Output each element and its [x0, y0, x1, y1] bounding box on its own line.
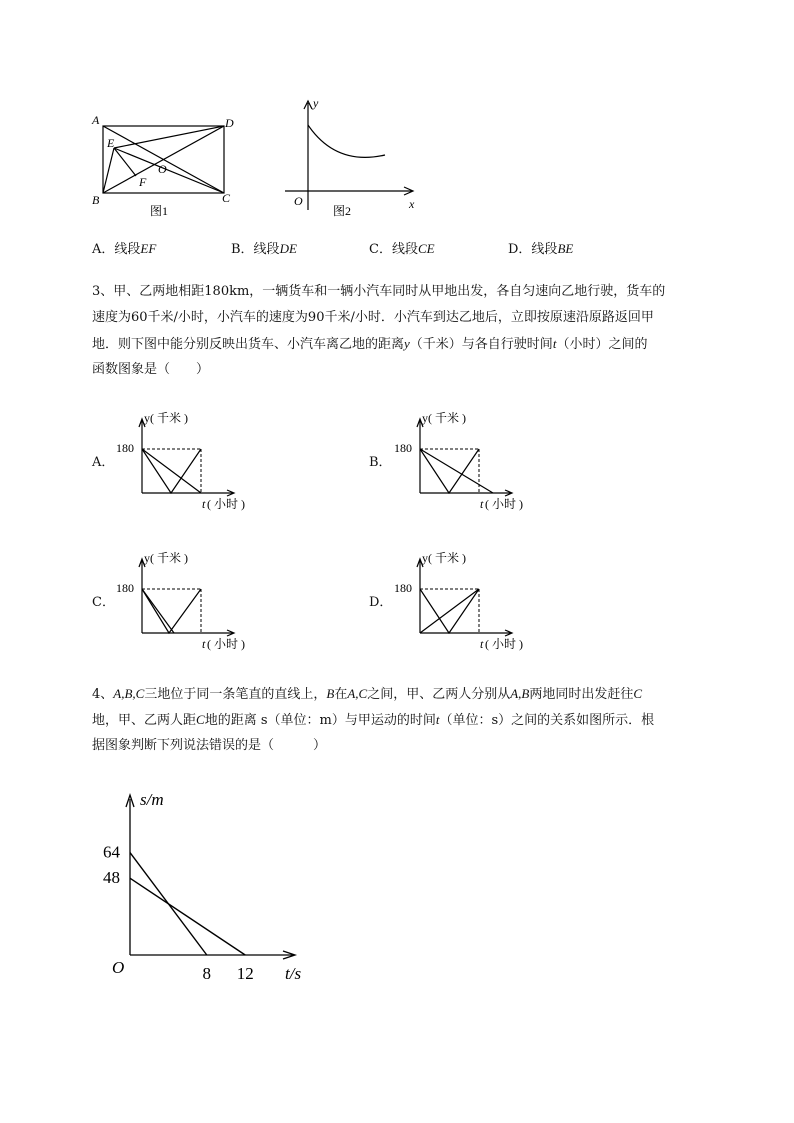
- series-line-2: [130, 878, 245, 955]
- figure-2-caption: 图2: [333, 204, 352, 218]
- q3-option-a[interactable]: A．: [92, 455, 115, 470]
- q3-graph-b: [393, 405, 548, 515]
- point-F: F: [139, 175, 147, 189]
- point-C: C: [222, 191, 231, 205]
- svg-text:y( 千米 ): y( 千米 ): [422, 411, 466, 425]
- y-tick-label-2: 48: [103, 868, 120, 888]
- svg-text:t: t: [202, 497, 206, 511]
- q3-graph-a: [115, 405, 270, 515]
- q4-chart: [95, 785, 325, 990]
- svg-text:y( 千米 ): y( 千米 ): [422, 551, 466, 565]
- svg-text:180: 180: [394, 441, 412, 455]
- q4-line-3: 据图象判断下列说法错误的是（ ）: [92, 738, 327, 753]
- q3-graph-d: [393, 545, 548, 655]
- svg-text:( 小时 ): ( 小时 ): [485, 497, 523, 511]
- q2-option-d[interactable]: D．线段BE: [508, 241, 574, 257]
- x-axis-label: t/s: [285, 964, 302, 983]
- fig2-x-label: x: [409, 197, 415, 211]
- point-A: A: [92, 113, 100, 127]
- q3-option-c[interactable]: C．: [92, 595, 115, 610]
- svg-text:( 小时 ): ( 小时 ): [207, 497, 245, 511]
- svg-text:t: t: [480, 637, 484, 651]
- q3-option-b[interactable]: B．: [369, 455, 392, 470]
- fig2-y-label: y: [313, 96, 319, 110]
- figure-1-caption: 图1: [150, 204, 169, 218]
- svg-text:180: 180: [116, 441, 134, 455]
- svg-text:180: 180: [116, 581, 134, 595]
- x-tick-label-2: 12: [236, 964, 254, 983]
- point-O: O: [158, 162, 167, 176]
- x-tick-label-1: 8: [202, 964, 212, 983]
- q2-option-a[interactable]: A．线段EF: [92, 241, 157, 257]
- q2-figure-1: [88, 108, 248, 223]
- q2-figure-2: [280, 95, 425, 220]
- y-tick-label-1: 64: [103, 842, 120, 862]
- q3-line-2: 速度为60千米/小时，小汽车的速度为90千米/小时．小汽车到达乙地后，立即按原速沿原路返回甲: [92, 310, 654, 325]
- y-axis-label: s/m: [140, 790, 164, 809]
- fig2-origin: O: [294, 194, 303, 208]
- svg-text:y( 千米 ): y( 千米 ): [144, 551, 188, 565]
- q2-option-b[interactable]: B．线段DE: [231, 241, 297, 257]
- svg-text:t: t: [202, 637, 206, 651]
- q4-line-1: 4、A,B,C三地位于同一条笔直的直线上，B在A,C之间，甲、乙两人分别从A,B两地同时出发赶往C: [92, 686, 643, 702]
- svg-text:t: t: [480, 497, 484, 511]
- svg-text:180: 180: [394, 581, 412, 595]
- q4-line-2: 地，甲、乙两人距C地的距离 s（单位：m）与甲运动的时间t（单位：s）之间的关系如图所示．根: [92, 712, 655, 728]
- origin-label: O: [112, 958, 125, 977]
- point-D: D: [225, 116, 234, 130]
- q2-option-c[interactable]: C．线段CE: [369, 241, 435, 257]
- point-B: B: [92, 193, 100, 207]
- q3-line-1: 3、甲、乙两地相距180km，一辆货车和一辆小汽车同时从甲地出发，各自匀速向乙地行驶，货车的: [92, 284, 666, 299]
- q3-option-d[interactable]: D．: [369, 595, 393, 610]
- point-E: E: [107, 136, 115, 150]
- svg-text:( 小时 ): ( 小时 ): [485, 637, 523, 651]
- q3-line-4: 函数图象是（ ）: [92, 362, 210, 377]
- q3-graph-c: [115, 545, 270, 655]
- svg-text:( 小时 ): ( 小时 ): [207, 637, 245, 651]
- q3-line-3: 地．则下图中能分别反映出货车、小汽车离乙地的距离y（千米）与各自行驶时间t（小时）之间的: [92, 336, 648, 352]
- svg-text:y( 千米 ): y( 千米 ): [144, 411, 188, 425]
